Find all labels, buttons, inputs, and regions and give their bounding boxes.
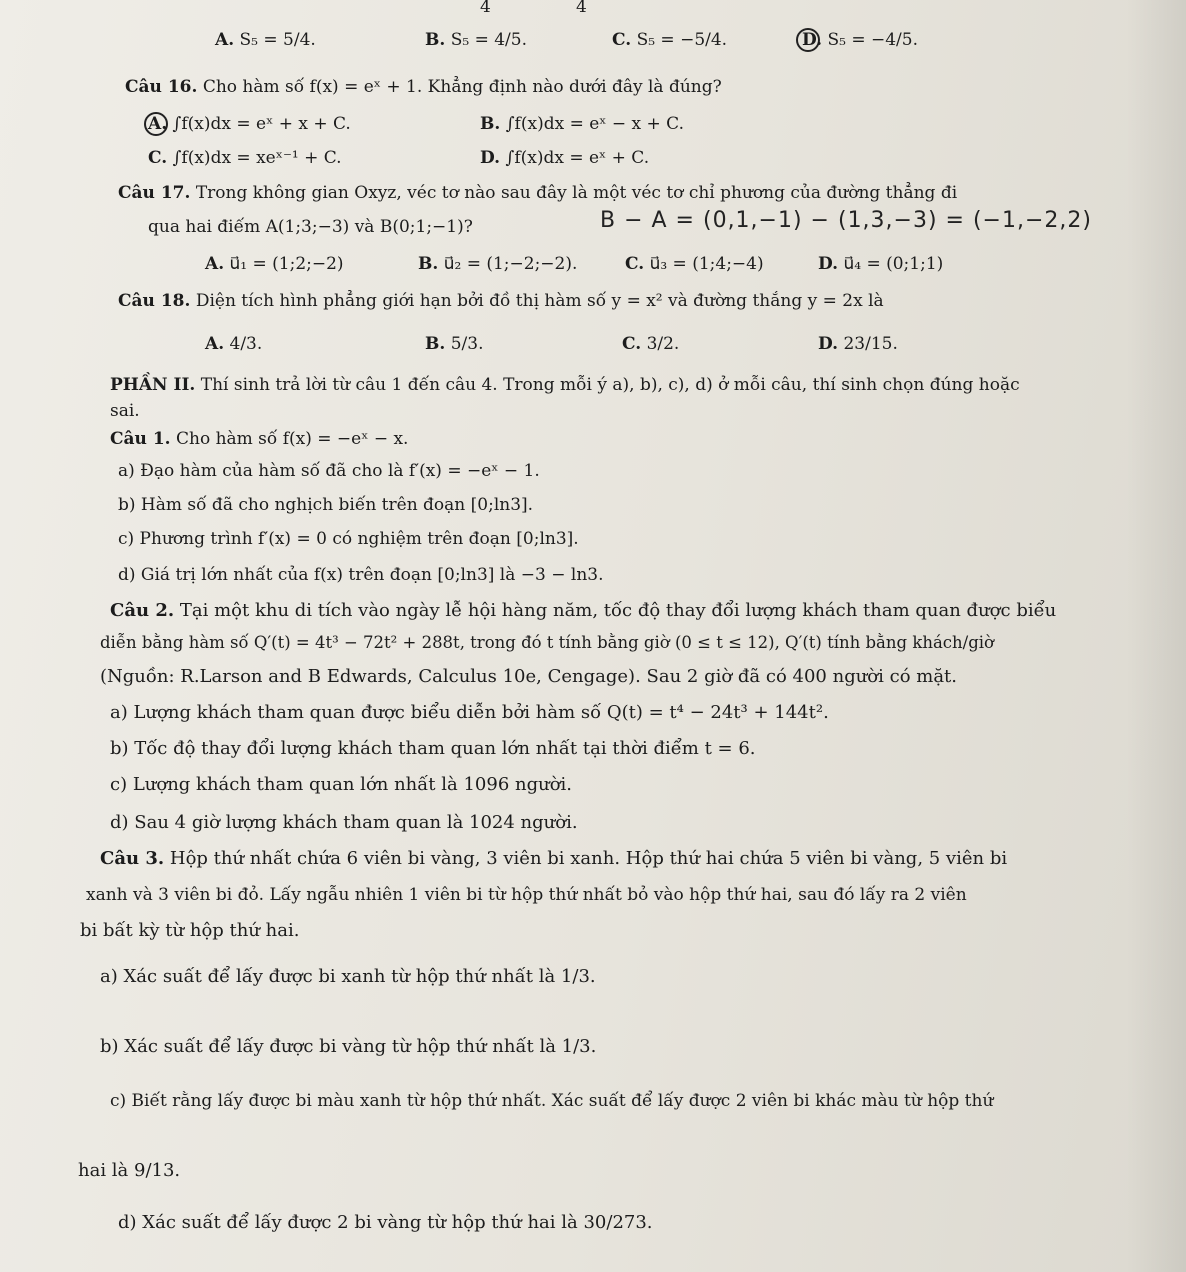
q17-option-a: A. u⃗₁ = (1;2;−2): [205, 254, 344, 274]
c3-stem-line2: xanh và 3 viên bi đỏ. Lấy ngẫu nhiên 1 viên bi từ hộp thứ nhất bỏ vào hộp thứ hai, sau đó lấy ra 2 viên: [86, 885, 967, 905]
q17-option-d: D. u⃗₄ = (0;1;1): [818, 254, 944, 274]
q16-option-d: D. ∫f(x)dx = eˣ + C.: [480, 148, 650, 168]
c3-stem-line3: bi bất kỳ từ hộp thứ hai.: [80, 920, 300, 941]
top-fragment-right: 4: [576, 0, 587, 17]
c1-item-a: a) Đạo hàm của hàm số đã cho là f′(x) = −eˣ − 1.: [118, 461, 540, 481]
q16-option-a: A. ∫f(x)dx = eˣ + x + C.: [148, 114, 351, 134]
c3-item-d: d) Xác suất để lấy được 2 bi vàng từ hộp thứ hai là 30/273.: [118, 1212, 653, 1233]
q18-stem: Câu 18. Diện tích hình phẳng giới hạn bởi đồ thị hàm số y = x² và đường thắng y = 2x là: [118, 291, 884, 311]
q15-option-a: A. S₅ = 5/4.: [215, 30, 316, 50]
c1-item-c: c) Phương trình f′(x) = 0 có nghiệm trên đoạn [0;ln3].: [118, 529, 579, 549]
q15-option-d: D. S₅ = −4/5.: [802, 30, 918, 50]
c1-stem: Câu 1. Cho hàm số f(x) = −eˣ − x.: [110, 429, 409, 449]
q17-stem-line1: Câu 17. Trong không gian Oxyz, véc tơ nào sau đây là một véc tơ chỉ phương của đường thẳng đi: [118, 183, 958, 203]
c2-item-a: a) Lượng khách tham quan được biểu diễn bởi hàm số Q(t) = t⁴ − 24t³ + 144t².: [110, 702, 829, 723]
c3-item-b: b) Xác suất để lấy được bi vàng từ hộp thứ nhất là 1/3.: [100, 1036, 597, 1057]
q17-option-b: B. u⃗₂ = (1;−2;−2).: [418, 254, 578, 274]
q18-option-a: A. 4/3.: [205, 334, 263, 354]
c2-item-b: b) Tốc độ thay đổi lượng khách tham quan lớn nhất tại thời điểm t = 6.: [110, 738, 756, 759]
q15-option-c: C. S₅ = −5/4.: [612, 30, 728, 50]
q18-option-c: C. 3/2.: [622, 334, 680, 354]
c3-item-c-line1: c) Biết rằng lấy được bi màu xanh từ hộp thứ nhất. Xác suất để lấy được 2 viên bi khác màu từ hộp thứ: [110, 1091, 994, 1111]
page-shadow-edge: [1126, 0, 1186, 1272]
part2-heading-line2: sai.: [110, 401, 140, 421]
c3-item-c-line2: hai là 9/13.: [78, 1160, 181, 1181]
q17-option-c: C. u⃗₃ = (1;4;−4): [625, 254, 764, 274]
c3-stem-line1: Câu 3. Hộp thứ nhất chứa 6 viên bi vàng, 3 viên bi xanh. Hộp thứ hai chứa 5 viên bi vàng, 5 viên bi: [100, 848, 1008, 869]
c1-item-d: d) Giá trị lớn nhất của f(x) trên đoạn [0;ln3] là −3 − ln3.: [118, 565, 604, 585]
q16-stem: Câu 16. Cho hàm số f(x) = eˣ + 1. Khẳng định nào dưới đây là đúng?: [125, 77, 722, 97]
c2-stem-line2: diễn bằng hàm số Q′(t) = 4t³ − 72t² + 288t, trong đó t tính bằng giờ (0 ≤ t ≤ 12), Q′(t) tính bằng khách/giờ: [100, 633, 994, 652]
q16-option-b: B. ∫f(x)dx = eˣ − x + C.: [480, 114, 684, 134]
q15-option-b: B. S₅ = 4/5.: [425, 30, 527, 50]
q16-option-c: C. ∫f(x)dx = xeˣ⁻¹ + C.: [148, 148, 342, 168]
q17-stem-line2: qua hai điếm A(1;3;−3) và B(0;1;−1)?: [148, 217, 473, 237]
c1-item-b: b) Hàm số đã cho nghịch biến trên đoạn [0;ln3].: [118, 495, 534, 515]
top-fragment-left: 4: [480, 0, 491, 17]
c2-item-c: c) Lượng khách tham quan lớn nhất là 1096 người.: [110, 774, 573, 795]
c2-item-d: d) Sau 4 giờ lượng khách tham quan là 1024 người.: [110, 812, 578, 833]
c2-stem-line1: Câu 2. Tại một khu di tích vào ngày lễ hội hàng năm, tốc độ thay đổi lượng khách tham quan được biểu: [110, 600, 1057, 621]
handwritten-note: B − A = (0,1,−1) − (1,3,−3) = (−1,−2,2): [600, 208, 1092, 233]
q18-option-d: D. 23/15.: [818, 334, 898, 354]
c2-stem-line3: (Nguồn: R.Larson and B Edwards, Calculus 10e, Cengage). Sau 2 giờ đã có 400 người có mặt.: [100, 666, 958, 687]
c3-item-a: a) Xác suất để lấy được bi xanh từ hộp thứ nhất là 1/3.: [100, 966, 596, 987]
part2-heading-line1: PHẦN II. Thí sinh trả lời từ câu 1 đến câu 4. Trong mỗi ý a), b), c), d) ở mỗi câu, thí sinh chọn đúng hoặc: [110, 375, 1020, 395]
q18-option-b: B. 5/3.: [425, 334, 484, 354]
